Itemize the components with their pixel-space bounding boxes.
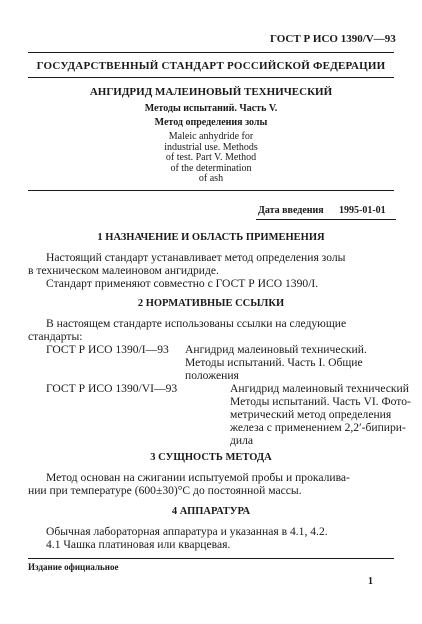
reference-code: ГОСТ Р ИСО 1390/VI—93: [46, 382, 178, 395]
section-1-line: Стандарт применяют совместно с ГОСТ Р ИСО 1390/I.: [46, 277, 319, 290]
english-title-line: of the determination: [170, 162, 252, 174]
header-rule: [28, 52, 394, 53]
reference-text-line: железа с применением 2,2′-бипири-: [230, 421, 406, 434]
section-3-line: нии при температуре (600±30)°С до постоянной массы.: [28, 484, 302, 497]
section-3-heading: 3 СУЩНОСТЬ МЕТОДА: [150, 452, 272, 463]
reference-text-line: Ангидрид малеиновый технический: [230, 382, 409, 395]
edition-label: Издание официальное: [28, 562, 119, 572]
section-2-line: В настоящем стандарте использованы ссылки на следующие: [46, 317, 347, 330]
document-title: АНГИДРИД МАЛЕИНОВЫЙ ТЕХНИЧЕСКИЙ: [89, 86, 333, 98]
english-title: [0, 132, 422, 185]
document-subtitle-2: Метод определения золы: [154, 117, 268, 128]
reference-text-line: Ангидрид малеиновый технический.: [185, 343, 367, 356]
section-1-heading: 1 НАЗНАЧЕНИЕ И ОБЛАСТЬ ПРИМЕНЕНИЯ: [97, 232, 325, 243]
page-number: 1: [368, 576, 373, 587]
english-title-line: of test. Part V. Method: [165, 152, 257, 164]
reference-text-line: метрический метод определения: [230, 408, 392, 421]
reference-text-line: Методы испытаний. Часть I. Общие: [185, 356, 363, 369]
section-3-line: Метод основан на сжигании испытуемой пробы и прокалива-: [46, 471, 350, 484]
section-4-line: 4.1 Чашка платиновая или кварцевая.: [46, 538, 231, 551]
reference-code: ГОСТ Р ИСО 1390/I—93: [46, 343, 169, 356]
document-code: ГОСТ Р ИСО 1390/V—93: [270, 33, 396, 45]
title-divider: [28, 190, 394, 191]
section-1-line: в техническом малеиновом ангидриде.: [28, 264, 219, 277]
english-title-line: Maleic anhydride for: [168, 131, 254, 142]
footer-rule: [28, 558, 394, 559]
header-rule-bottom: [28, 77, 394, 78]
document-subtitle: Методы испытаний. Часть V.: [144, 103, 278, 114]
reference-text-line: положения: [185, 369, 239, 382]
section-4-heading: 4 АППАРАТУРА: [171, 506, 251, 517]
section-2-heading: 2 НОРМАТИВНЫЕ ССЫЛКИ: [137, 298, 285, 309]
section-1-line: Настоящий стандарт устанавливает метод определения золы: [46, 251, 346, 264]
state-standard-heading: ГОСУДАРСТВЕННЫЙ СТАНДАРТ РОССИЙСКОЙ ФЕДЕРАЦИИ: [36, 60, 386, 72]
intro-date-label: Дата введения: [258, 205, 324, 216]
english-title-line: industrial use. Methods: [164, 141, 258, 153]
section-4-line: Обычная лабораторная аппаратура и указанная в 4.1, 4.2.: [46, 525, 328, 538]
reference-text-line: Методы испытаний. Часть VI. Фото-: [230, 395, 411, 408]
english-title-line: of ash: [198, 173, 224, 185]
intro-date-value: 1995-01-01: [339, 205, 386, 216]
reference-text-line: дила: [230, 434, 254, 447]
section-2-line: стандарты:: [28, 330, 83, 343]
intro-date-rule: [256, 219, 396, 220]
